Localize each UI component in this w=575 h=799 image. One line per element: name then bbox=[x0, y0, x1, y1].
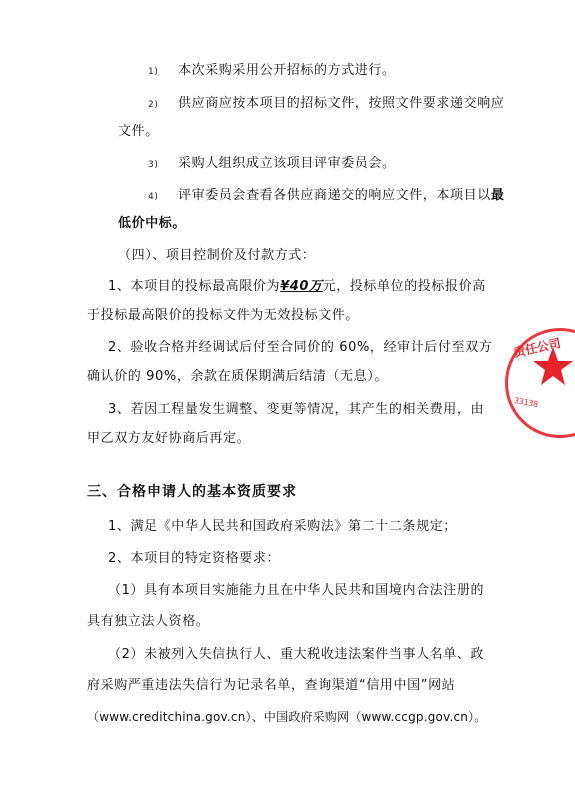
list-item bbox=[148, 63, 396, 80]
list-item bbox=[148, 188, 504, 205]
paragraph: 1、满足《中华人民共和国政府采购法》第二十二条规定； bbox=[108, 519, 457, 534]
list-number: 2) bbox=[148, 100, 159, 110]
paragraph-text: 元，投标单位的投标报价高 bbox=[322, 279, 486, 294]
list-text-bold: 最 bbox=[490, 188, 505, 203]
list-item bbox=[148, 156, 396, 173]
paragraph-continuation: 于投标最高限价的投标文件为无效投标文件。 bbox=[87, 308, 360, 323]
list-text: 评审委员会查看各供应商递交的响应文件，本项目以 bbox=[178, 188, 491, 203]
paragraph: （2）未被列入失信执行人、重大税收违法案件当事人名单、政 bbox=[108, 647, 485, 662]
seal-code: 33138 bbox=[513, 395, 539, 410]
paragraph: 3、若因工程量发生调整、变更等情况，其产生的相关费用，由 bbox=[108, 402, 485, 417]
paragraph: （1）具有本项目实施能力且在中华人民共和国境内合法注册的 bbox=[108, 583, 485, 598]
section-heading: （四）、项目控制价及付款方式： bbox=[118, 248, 316, 263]
list-item-continuation: 文件。 bbox=[118, 124, 159, 139]
list-item bbox=[148, 96, 504, 113]
list-text: 本次采购采用公开招标的方式进行。 bbox=[178, 63, 396, 78]
list-number: 4) bbox=[148, 192, 159, 202]
paragraph-continuation: 具有独立法人资格。 bbox=[87, 614, 210, 629]
paragraph-continuation: 府采购严重违法失信行为记录名单，查询渠道“信用中国”网站 bbox=[87, 678, 456, 693]
paragraph-continuation: 甲乙双方友好协商后再定。 bbox=[87, 431, 251, 446]
seal-text: 责任公司 bbox=[512, 336, 563, 360]
list-number: 1) bbox=[148, 67, 159, 77]
list-text: 采购人组织成立该项目评审委员会。 bbox=[178, 156, 396, 171]
paragraph: 2、本项目的特定资格要求： bbox=[108, 551, 281, 566]
star-icon bbox=[532, 345, 574, 387]
section-title: 三、合格申请人的基本资质要求 bbox=[87, 484, 297, 500]
paragraph-text: 1、本项目的投标最高限价为 bbox=[108, 279, 281, 294]
list-text: 供应商应按本项目的招标文件，按照文件要求递交响应 bbox=[178, 96, 505, 111]
price-limit: ¥40万 bbox=[280, 279, 323, 294]
paragraph-continuation: 确认价的 90%，余款在质保期满后结清（无息）。 bbox=[87, 369, 388, 384]
paragraph bbox=[108, 279, 486, 295]
paragraph: 2、验收合格并经调试后付至合同价的 60%，经审计后付至双方 bbox=[108, 340, 493, 355]
paragraph-continuation: （www.creditchina.gov.cn）、中国政府采购网（www.ccgp.gov.cn）。 bbox=[87, 710, 487, 724]
list-item-continuation: 低价中标。 bbox=[118, 216, 187, 231]
list-number: 3) bbox=[148, 160, 159, 170]
